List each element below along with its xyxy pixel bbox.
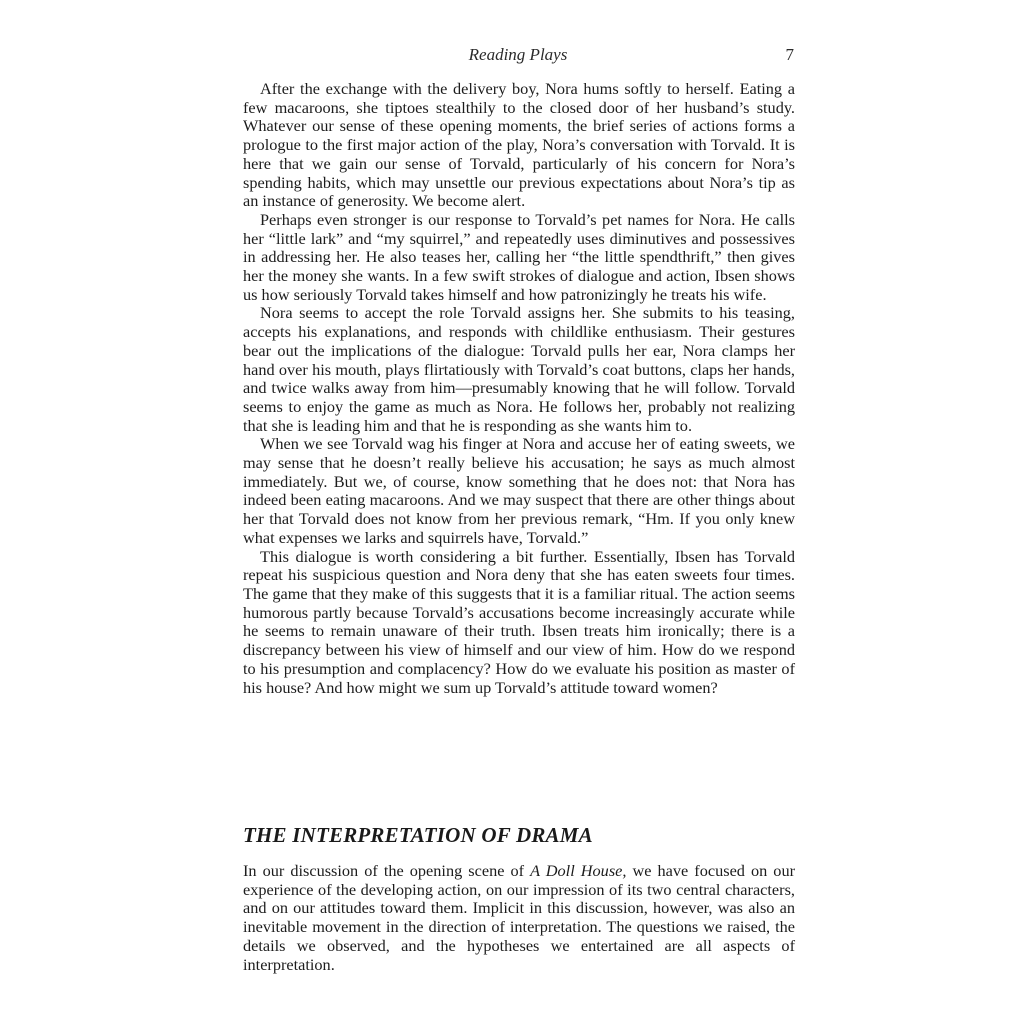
body-text: [243, 80, 795, 697]
paragraph-dialogue: This dialogue is worth considering a bit further. Essentially, Ibsen has Torvald repeat his suspicious question and Nora deny that she has eaten sweets four times. The game that they make of this suggests that it is a familiar ritual. The action seems humorous partly because Torvald’s accusations become increasingly accurate while he seems to remain unaware of their truth. Ibsen treats him ironically; there is a discrepancy between his view of himself and our view of him. How do we respond to his presumption and complacency? How do we evaluate his position as master of his house? And how might we sum up Torvald’s attitude toward women?: [243, 546, 795, 697]
section-heading: THE INTERPRETATION OF DRAMA: [243, 823, 593, 847]
paragraph-interpretation: [243, 862, 795, 974]
paragraph-role: Nora seems to accept the role Torvald assigns her. She submits to his teasing, accepts his explanations, and responds with childlike enthusiasm. Their gestures bear out the implications of the dialogue: Torvald pulls her ear, Nora clamps her hand over his mouth, plays flirtatiously with Torvald’s coat buttons, claps her hands, and twice walks away from him—presumably knowing that he will follow. Torvald seems to enjoy the game as much as Nora. He follows her, probably not realizing that she is leading him and that he is responding as she wants him to.: [243, 303, 795, 435]
paragraph-rest-text: we have focused on our experience of the developing action, on our impression of its two central characters, and on our attitudes toward them. Implicit in this discussion, however, was also an inevitable movement in the direction of interpretation. The questions we raised, the details we observed, and the hypotheses we entertained are all aspects of interpretation.: [243, 861, 796, 974]
running-head: [242, 44, 794, 68]
paragraph-lead-text: In our discussion of the opening scene of: [243, 861, 531, 880]
running-title: Reading Plays: [468, 45, 568, 64]
page-number: 7: [785, 45, 794, 64]
paragraph-sweets: When we see Torvald wag his finger at Nora and accuse her of eating sweets, we may sense that he doesn’t really believe his accusation; he says as much almost immediately. But we, of course, know something that he does not: that Nora has indeed been eating macaroons. And we may suspect that there are other things about her that Torvald does not know from her previous remark, “Hm. If you only knew what expenses we larks and squirrels have, Torvald.”: [243, 434, 795, 547]
paragraph-pet-names: Perhaps even stronger is our response to Torvald’s pet names for Nora. He calls her “little lark” and “my squirrel,” and repeatedly uses diminutives and possessives in addressing her. He also teases her, calling her “the little spendthrift,” then gives her the money she wants. In a few swift strokes of dialogue and action, Ibsen shows us how seriously Torvald takes himself and how patronizingly he treats his wife.: [243, 209, 795, 304]
section-body: [243, 862, 795, 974]
play-title: A Doll House,: [530, 861, 627, 880]
paragraph-delivery-boy: After the exchange with the delivery boy, Nora hums softly to herself. Eating a few macaroons, she tiptoes stealthily to the closed door of her husband’s study. Whatever our sense of these opening moments, the brief series of actions forms a prologue to the first major action of the play, Nora’s conversation with Torvald. It is here that we gain our sense of Torvald, particularly of his concern for Nora’s spending habits, which may unsettle our previous expectations about Nora’s tip as an instance of generosity. We become alert.: [243, 79, 795, 211]
